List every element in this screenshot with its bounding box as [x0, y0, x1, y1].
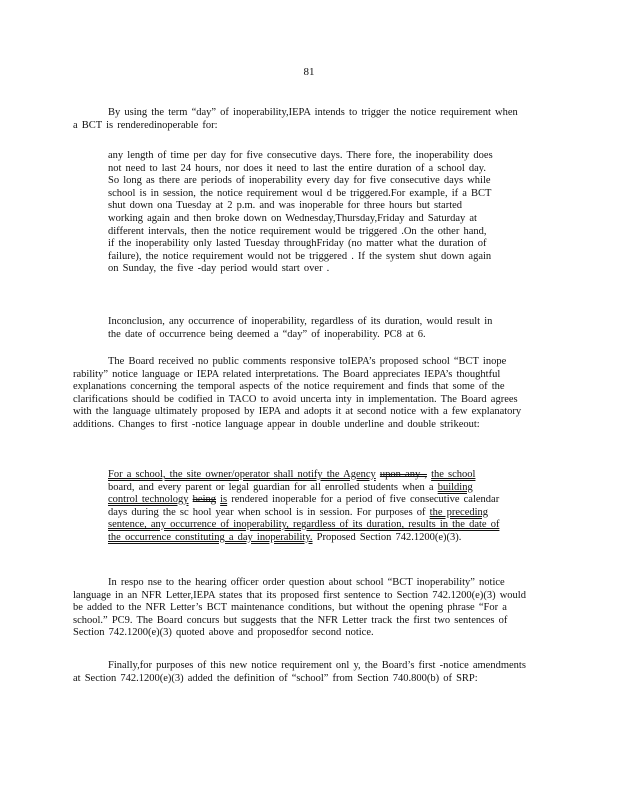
double-underline-text: the school — [431, 469, 476, 480]
double-strikeout-text: being — [192, 494, 216, 506]
paragraph-text: In respo nse to the hearing officer order question about school “BCT inoperability” notice language in an NFR Letter,IEPA states that its proposed first sentence to Section 742.1200(e)(3) would be added to the NFR Letter’s BCT maintenance conditions, but without the opening phrase “For a school.” PC9. The Board concurs but suggests that the NFR Letter track the first two sentences of Section 742.1200(e)(3) quoted above and proposedfor second notice. — [73, 577, 526, 639]
paragraph-text: The Board received no public comments responsive toIEPA’s proposed school “BCT inope rability” notice language or IEPA related interpretations. The Board appreciates IEPA’s thoughtful explanations concerning the temporal aspects of the notice requirement and finds that some of the clarifications should be codified in TACO to avoid uncerta inty in implementation. The Board agrees with the language ultimately proposed by IEPA and adopts it at second notice with a few explanatory additions. Changes to first -notice language appear in double underline and double strikeout: — [73, 356, 522, 430]
amended-rule-quote — [108, 469, 506, 545]
block-quote: Inconclusion, any occurrence of inoperability, regardless of its duration, would result in the date of occurrence being deemed a “day” of inoperability. PC8 at 6. — [108, 316, 493, 340]
double-strikeout-text: upon any , — [379, 469, 427, 480]
paragraph — [73, 660, 535, 685]
paragraph-text: By using the term “day” of inoperability,IEPA intends to trigger the notice requirement when a BCT is renderedinoperable for: — [73, 107, 518, 131]
block-quote: any length of time per day for five consecutive days. There fore, the inoperability does not need to last 24 hours, nor does it need to last the entire duration of a school day. So long as there are periods of inoperability every day for five consecutive days while school is in session, the notice requirement woul d be triggered.For example, if a BCT shut down ona Tuesday at 2 p.m. and was inoperable for three hours but started working again and then broke down on Wednesday,Thursday,Friday and Saturday at different intervals, then the notice requirement would be triggered .On the other hand, if the inoperability only lasted Tuesday throughFriday (no matter what the duration of failure), the notice requirement would not be triggered . If the system shut down again on Sunday, the five -day period would start over . — [108, 150, 493, 275]
double-underline-text: is — [220, 494, 228, 506]
paragraph — [73, 577, 535, 640]
rule-text: rendered inoperable for a period of five consecutive calendar days during the sc hool year when school is in session. For purposes of — [108, 494, 500, 518]
citation-text: Proposed Section 742.1200(e)(3). — [316, 531, 462, 543]
paragraph — [73, 107, 523, 132]
page-number: 81 — [303, 66, 315, 78]
double-underline-text: building control technology — [108, 481, 473, 506]
double-underline-text: For a school, the site owner/operator shall notify the Agency — [108, 469, 376, 480]
double-underline-text: the preceding sentence, any occurrence of inoperability, regardless of its duration, results in the date of the occurrence constituting a day inoperability. — [108, 506, 500, 543]
paragraph — [73, 356, 535, 432]
paragraph-text: Finally,for purposes of this new notice requirement onl y, the Board’s first -notice amendments at Section 742.1200(e)(3) added the definition of “school” from Section 740.800(b) of SRP: — [73, 660, 526, 684]
rule-text: board, and every parent or legal guardian for all enrolled students when a — [108, 481, 434, 493]
